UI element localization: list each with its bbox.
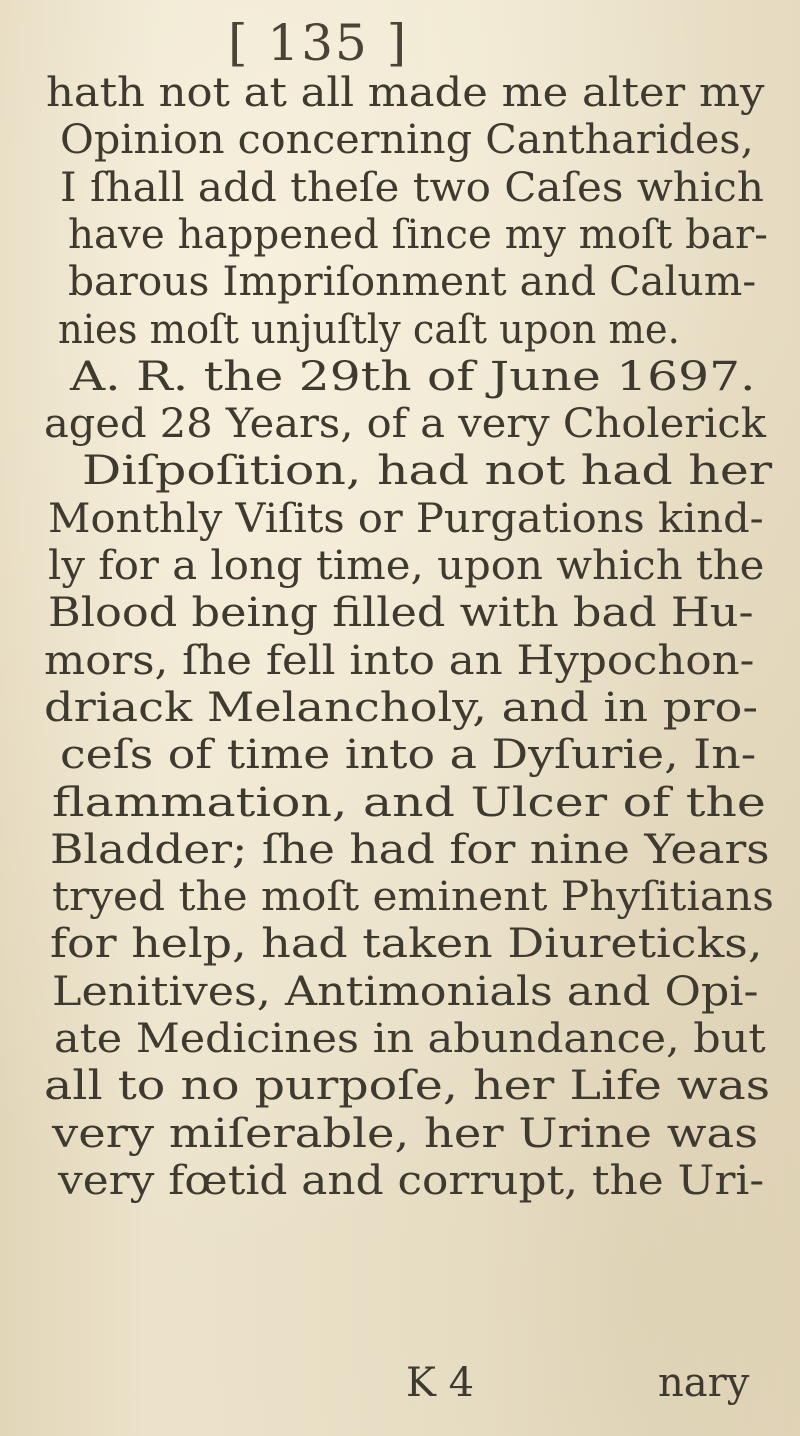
- text-line: ceſs of time into a Dyſurie, In-: [60, 732, 757, 779]
- text-line: for help, had taken Diureticks,: [50, 921, 763, 968]
- text-line: all to no purpoſe, her Life was: [44, 1063, 771, 1110]
- text-line: I ſhall add theſe two Caſes which: [60, 164, 764, 211]
- text-line: tryed the moſt eminent Phyſitians: [52, 874, 774, 921]
- text-line: barous Impriſonment and Calum-: [68, 259, 757, 306]
- text-line: Blood being filled with bad Hu-: [48, 590, 754, 637]
- text-line: ly for a long time, upon which the: [48, 543, 765, 589]
- page-number: [ 135 ]: [228, 14, 409, 72]
- text-line: very miſerable, her Urine was: [52, 1110, 759, 1157]
- text-line: Lenitives, Antimonials and Opi-: [52, 968, 759, 1015]
- text-line: mors, ſhe fell into an Hypochon-: [44, 637, 755, 684]
- text-line: very fœtid and corrupt, the Uri-: [58, 1157, 765, 1204]
- text-line: A. R. the 29th of June 1697.: [70, 353, 756, 400]
- text-line: Bladder; ſhe had for nine Years: [50, 826, 770, 873]
- text-line: Monthly Viſits or Purgations kind-: [48, 495, 764, 542]
- text-line: ate Medicines in abundance, but: [54, 1016, 766, 1062]
- text-line: hath not at all made me alter my: [46, 70, 765, 116]
- text-line: Diſpoſition, had not had her: [82, 448, 773, 495]
- text-line: Opinion concerning Cantharides,: [60, 117, 754, 164]
- text-line: nies moſt unjuſtly caſt upon me.: [58, 306, 680, 353]
- text-line: have happened ſince my moſt bar-: [68, 211, 768, 258]
- catchword: nary: [658, 1360, 750, 1406]
- signature-mark: K 4: [406, 1360, 475, 1406]
- text-line: aged 28 Years, of a very Cholerick: [44, 401, 766, 448]
- text-line: flammation, and Ulcer of the: [52, 779, 766, 826]
- text-line: driack Melancholy, and in pro-: [44, 684, 759, 731]
